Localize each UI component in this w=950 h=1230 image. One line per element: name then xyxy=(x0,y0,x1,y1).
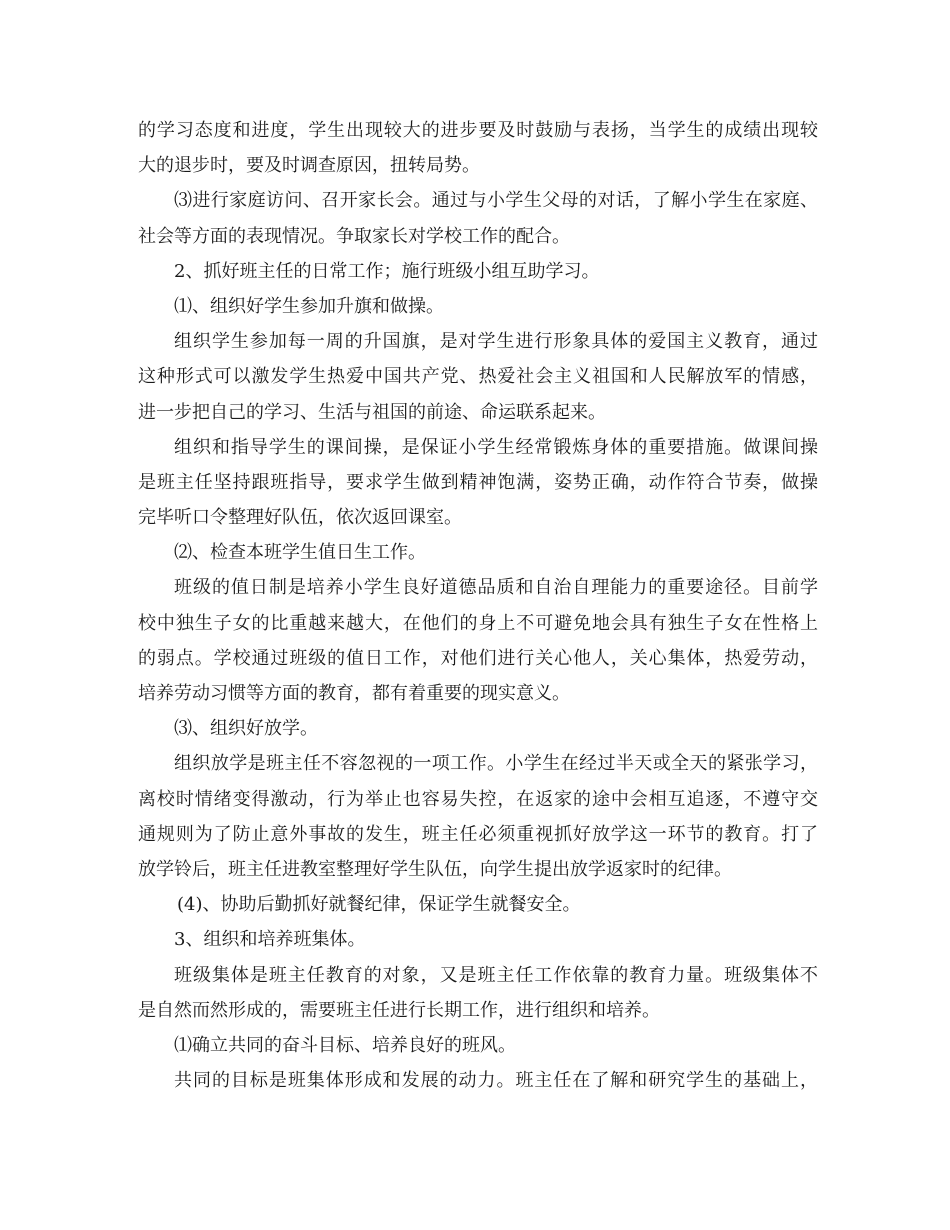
section-heading: 3、组织和培养班集体。 xyxy=(174,929,366,951)
section-heading: 2、抓好班主任的日常工作；施行班级小组互助学习。 xyxy=(174,260,600,282)
paragraph-line: 组织学生参加每一周的升国旗，是对学生进行形象具体的爱国主义教育，通过 xyxy=(174,331,818,353)
paragraph-line: 放学铃后，班主任进教室整理好学生队伍，向学生提出放学返家时的纪律。 xyxy=(138,858,732,880)
subsection-heading: ⑵、检查本班学生值日生工作。 xyxy=(174,542,426,564)
document-body xyxy=(138,113,818,1098)
paragraph-line: 培养劳动习惯等方面的教育，都有着重要的现实意义。 xyxy=(138,683,570,704)
paragraph-line: 离校时情绪变得激动，行为举止也容易失控，在返家的途中会相互追逐，不遵守交 xyxy=(138,788,818,810)
paragraph-line: 社会等方面的表现情况。争取家长对学校工作的配合。 xyxy=(138,225,570,247)
paragraph-line: 组织放学是班主任不容忽视的一项工作。小学生在经过半天或全天的紧张学习， xyxy=(174,753,818,775)
subsection-heading: ⑴确立共同的奋斗目标、培养良好的班风。 xyxy=(174,1034,516,1056)
subsection-heading: ⑴、组织好学生参加升旗和做操。 xyxy=(174,295,444,317)
paragraph-line: 的弱点。学校通过班级的值日工作，对他们进行关心他人，关心集体，热爱劳动， xyxy=(138,647,818,669)
paragraph-line: 完毕听口令整理好队伍，依次返回课室。 xyxy=(138,507,462,529)
paragraph-line: 通规则为了防止意外事故的发生，班主任必须重视抓好放学这一环节的教育。打了 xyxy=(138,823,818,845)
paragraph-line: 进一步把自己的学习、生活与祖国的前途、命运联系起来。 xyxy=(138,401,606,423)
paragraph-line: 是自然而然形成的，需要班主任进行长期工作，进行组织和培养。 xyxy=(138,999,660,1021)
paragraph-line: 组织和指导学生的课间操，是保证小学生经常锻炼身体的重要措施。做课间操 xyxy=(174,436,818,458)
paragraph-line: 是班主任坚持跟班指导，要求学生做到精神饱满，姿势正确，动作符合节奏，做操 xyxy=(138,471,818,493)
paragraph-line: ⑶进行家庭访问、召开家长会。通过与小学生父母的对话，了解小学生在家庭、 xyxy=(174,190,818,212)
subsection-heading: ⑶、组织好放学。 xyxy=(174,718,318,740)
paragraph-line: 校中独生子女的比重越来越大，在他们的身上不可避免地会具有独生子女在性格上 xyxy=(138,612,818,634)
subsection-heading: (4)、协助后勤抓好就餐纪律，保证学生就餐安全。 xyxy=(177,894,581,916)
paragraph-line: 大的退步时，要及时调查原因，扭转局势。 xyxy=(138,155,480,177)
paragraph-line: 班级集体是班主任教育的对象，又是班主任工作依靠的教育力量。班级集体不 xyxy=(174,964,818,986)
paragraph-line: 的学习态度和进度，学生出现较大的进步要及时鼓励与表扬，当学生的成绩出现较 xyxy=(138,120,818,141)
paragraph-line: 共同的目标是班集体形成和发展的动力。班主任在了解和研究学生的基础上， xyxy=(174,1070,818,1092)
paragraph-line: 班级的值日制是培养小学生良好道德品质和自治自理能力的重要途径。目前学 xyxy=(174,577,818,599)
paragraph-line: 这种形式可以激发学生热爱中国共产党、热爱社会主义祖国和人民解放军的情感， xyxy=(138,366,818,388)
